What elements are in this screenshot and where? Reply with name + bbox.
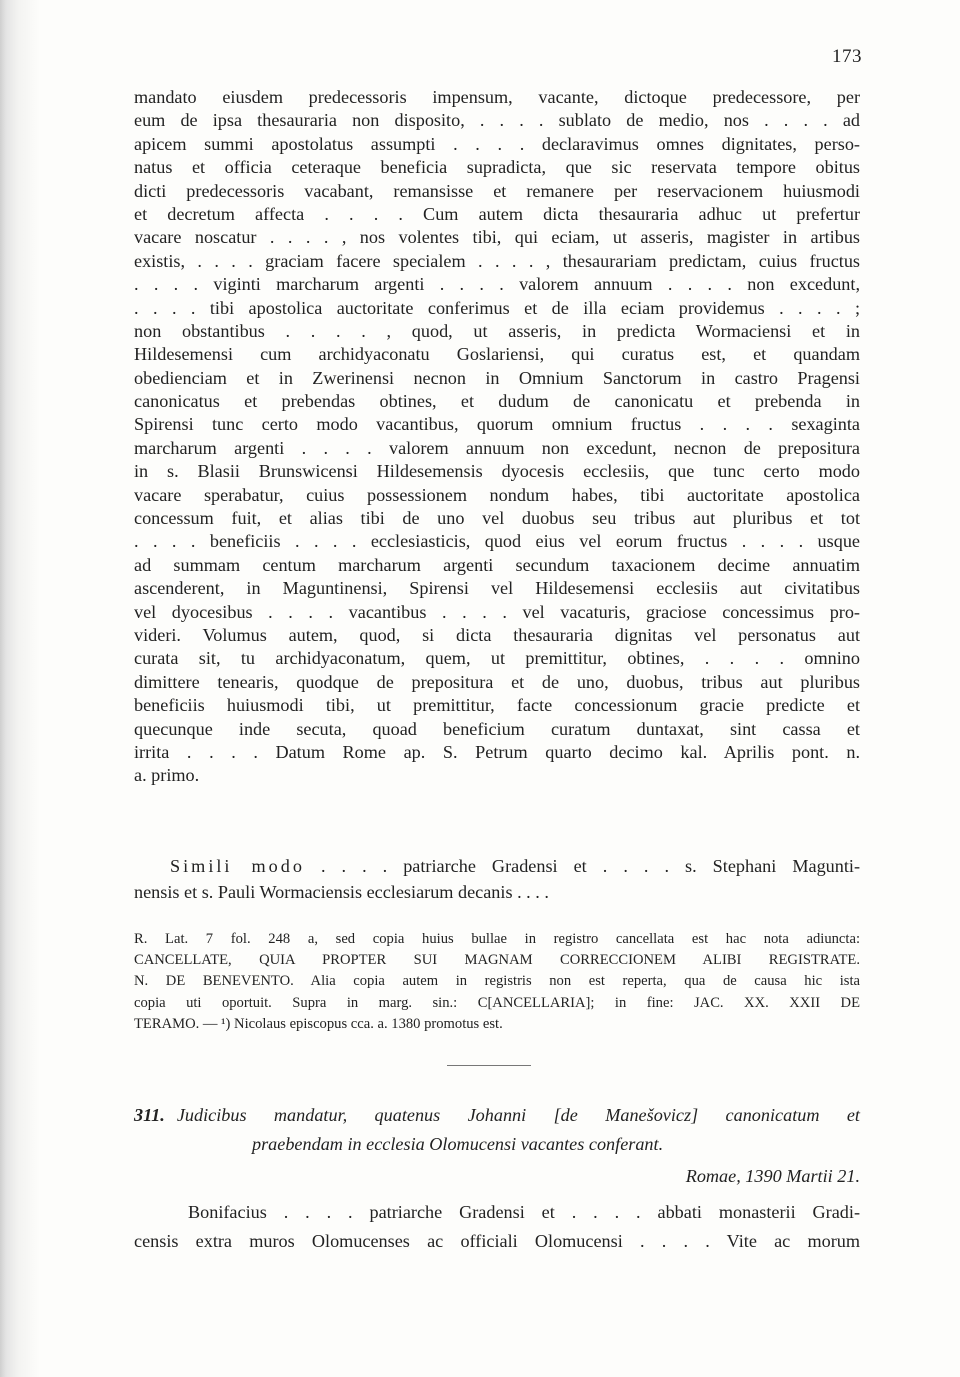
heading-line: [134, 1101, 860, 1130]
text-line: dimittere tenearis, quodque de prepositura et de uno, duobus, tribus aut pluribus: [134, 671, 860, 692]
text-line: marcharum argenti . . . . valorem annuum non excedunt, necnon de prepositura: [134, 437, 860, 458]
text-line: Bonifacius . . . . patriarche Gradensi et . . . . abbati monasterii Gradi-: [188, 1202, 860, 1222]
document-date: Romae, 1390 Martii 21.: [685, 1166, 860, 1186]
text-line: videri. Volumus autem, quod, si dicta thesauraria dignitas vel personatus aut: [134, 624, 860, 645]
document-heading: [134, 1101, 860, 1159]
text-line: curata sit, tu archidyaconatum, quem, ut premittitur, obtines, . . . . omnino: [134, 648, 860, 669]
text-line: . . . . tibi apostolica auctoritate conferimus et de illa eciam providemus . . . . ;: [134, 297, 860, 318]
text-line: ascenderent, in Maguntinensi, Spirensi vel Hildesemensi ecclesiis aut civitatibus: [134, 578, 860, 599]
text-line: censis extra muros Olomucenses ac officiali Olomucensi . . . . Vite ac morum: [134, 1231, 860, 1251]
simili-spaced-word: Simili modo: [170, 856, 305, 876]
simili-paragraph: [134, 853, 860, 905]
text-line: in s. Blasii Brunswicensi Hildesemensis dyocesis ecclesiis, que tunc certo modo: [134, 461, 860, 482]
text-line: irrita . . . . Datum Rome ap. S. Petrum quarto decimo kal. Aprilis pont. n.: [134, 741, 860, 762]
text-line: eum de ipsa thesauraria non disposito, . . . . sublato de medio, nos . . . . ad: [134, 110, 860, 131]
footnote-block: [134, 929, 860, 1035]
text-line: existis, . . . . graciam facere specialem . . . . , thesaurariam predictam, cuius fructus: [134, 250, 860, 271]
text-line: vacare noscatur . . . . , nos volentes tibi, qui eciam, ut asseris, magister in artibus: [134, 227, 860, 248]
text-line: et decretum affecta . . . . Cum autem dicta thesauraria adhuc ut prefertur: [134, 203, 860, 224]
text-line: apicem summi apostolatus assumpti . . . . declaravimus omnes dignitates, perso-: [134, 133, 860, 154]
simili-line: nensis et s. Pauli Wormaciensis ecclesiarum decanis . . . .: [134, 882, 549, 902]
simili-line: [134, 853, 860, 879]
text-line: Hildesemensi cum archidyaconatu Goslariensi, qui curatus est, et quandam: [134, 344, 860, 365]
footnote-line: CANCELLATE, QUIA PROPTER SUI MAGNAM CORRECCIONEM ALIBI REGISTRATE.: [134, 952, 860, 969]
footnote-line: copia uti oportuit. Supra in marg. sin.: C[ANCELLARIA]; in fine: JAC. XX. XXII DE: [134, 994, 860, 1011]
section-separator: [447, 1065, 531, 1066]
simili-line-rest: . . . . patriarche Gradensi et . . . . s. Stephani Magunti-: [320, 856, 860, 876]
heading-line: praebendam in ecclesia Olomucensi vacantes conferant.: [252, 1134, 664, 1154]
text-line: vacare sperabatur, cuius possessionem nondum habes, tibi auctoritate apostolica: [134, 484, 860, 505]
page-number: 173: [832, 46, 862, 67]
footnote-line: N. DE BENEVENTO. Alia copia autem in registris non est reperta, qua de causa hic ista: [134, 973, 860, 990]
text-line: quecunque inde secuta, quoad beneficium curatum duntaxat, sint cassa et: [134, 718, 860, 739]
document-text-block: [134, 1198, 860, 1256]
text-line: natus et officia ceteraque beneficia supradicta, que sic reservata tempore obitus: [134, 157, 860, 178]
text-line: vel dyocesibus . . . . vacantibus . . . . vel vacaturis, graciose concessimus pro-: [134, 601, 860, 622]
heading-text: Judicibus mandatur, quatenus Johanni [de Manešovicz] canonicatum et: [176, 1105, 860, 1125]
text-line: beneficiis huiusmodi tibi, ut premittitur, facte concessionum gracie predicte et: [134, 695, 860, 716]
text-line: obedienciam et in Zwerinensi necnon in Omnium Sanctorum in castro Pragensi: [134, 367, 860, 388]
text-line: . . . . viginti marcharum argenti . . . . valorem annuum . . . . non excedunt,: [134, 274, 860, 295]
main-text-block: [134, 86, 860, 788]
text-line: Spirensi tunc certo modo vacantibus, quorum omnium fructus . . . . sexaginta: [134, 414, 860, 435]
footnote-line: R. Lat. 7 fol. 248 a, sed copia huius bullae in registro cancellata est hac nota adiuncta:: [134, 931, 860, 947]
footnote-line: TERAMO. — ¹) Nicolaus episcopus cca. a. 1380 promotus est.: [134, 1015, 503, 1032]
page-spine-shadow: [0, 0, 40, 1377]
text-line: . . . . beneficiis . . . . ecclesiasticis, quod eius vel eorum fructus . . . . usque: [134, 531, 860, 552]
text-line: dicti predecessoris vacabant, remansisse et remanere per reservacionem huiusmodi: [134, 180, 860, 201]
text-line: canonicatus et prebendas obtines, et dudum de canonicatu et prebenda in: [134, 391, 860, 412]
text-line: mandato eiusdem predecessoris impensum, vacante, dictoque predecessore, per: [134, 87, 860, 107]
text-line: concessum fuit, et alias tibi de uno vel duobus seu tribus aut pluribus et tot: [134, 508, 860, 529]
text-line: a. primo.: [134, 765, 200, 786]
text-line: ad summam centum marcharum argenti secundum taxacionem decime annuatim: [134, 554, 860, 575]
text-line: non obstantibus . . . . , quod, ut asseris, in predicta Wormaciensi et in: [134, 320, 860, 341]
document-number: 311.: [134, 1105, 165, 1125]
